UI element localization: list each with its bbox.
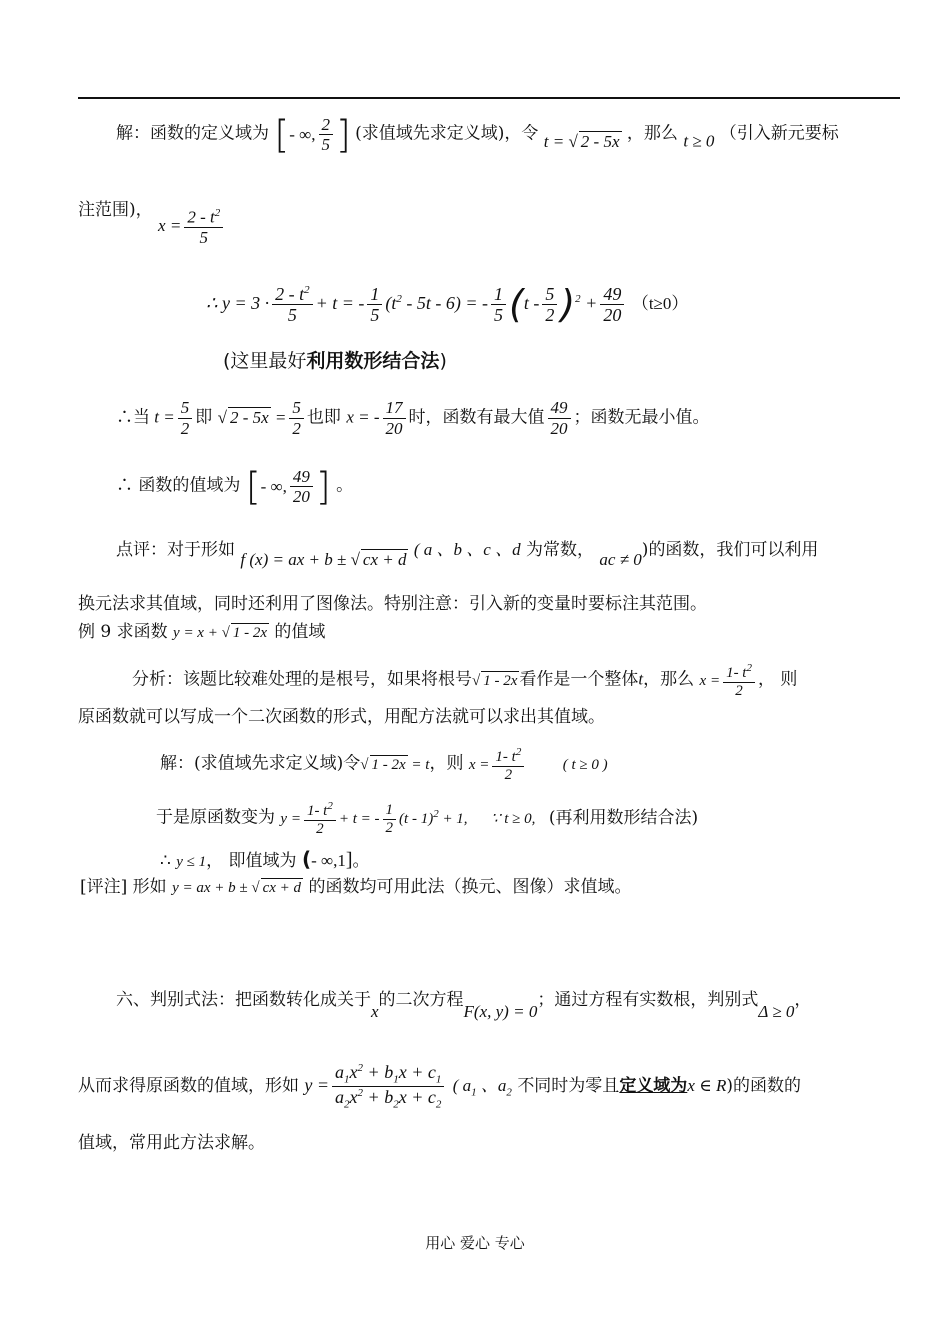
discriminant-line-1: 六、判别式法：把函数转化成关于x的二次方程F(x, y) = 0；通过方程有实数根，判别式Δ ≥ 0， [116,990,812,1021]
analysis-line-1: 分析：该题比较难处理的是根号，如果将根号√ 1 - 2x 看作是一个整体t，那么 x = $\frac{1- t^2}{2}$ ， 则 [132,662,798,700]
domain-interval: [- ∞, $\frac{2}{5}$ ] [274,112,351,156]
comment-line-1: 点评：对于形如 f (x) = ax + b ± √ cx + d ( a 、b 、c 、d 为常数， ac ≠ 0)的函数，我们可以利用 [116,540,819,569]
solution-line-2: 注范围)， x = $\frac{2 - t^2}{5}$ [78,200,226,247]
hint-line: (这里最好利用数形结合法) [223,350,447,372]
example-9-line: 例 9 求函数 y = x + √ 1 - 2x 的值域 [78,622,326,642]
max-value-line: ∴当 t = $\frac{5}{2}$ 即 √ 2 - 5x = $\frac{5}{2}$ 也即 x = - $\frac{17}{20}$ 时，函数有最大值 $\frac{49}{20}$ ；函数无最小值。 [116,398,710,438]
discriminant-line-2: 从而求得原函数的值域，形如 y = $\frac{a_1x^2 + b_1x + c_1}{a_2x^2 + b_2x + c_2}$ ( $a_1$ 、$a_2$ 不同时为零且定义域为x ∈ R)的函数的 [78,1062,801,1111]
range-line: ∴ 函数的值域为 [- ∞, $\frac{49}{20}$ ] 。 [116,464,354,508]
page-footer: 用心 爱心 专心 [425,1234,525,1252]
example-9-solution-1: 解：(求值域先求定义域)令√ 1 - 2x = t，则 x = $\frac{1- t^2}{2}$ ( t ≥ 0 ) [160,746,608,784]
solution-line-1: 解：函数的定义域为 [- ∞, $\frac{2}{5}$ ] (求值域先求定义域)，令 t = √ 2 - 5x ，那么 t ≥ 0 （引入新元要标 [116,112,839,156]
comment-line-2: 换元法求其值域，同时还利用了图像法。特别注意：引入新的变量时要标注其范围。 [78,594,707,614]
header-rule [78,97,900,99]
discriminant-line-3: 值域，常用此方法求解。 [78,1133,265,1153]
x-expression: x = $\frac{2 - t^2}{5}$ [158,216,226,235]
analysis-line-2: 原函数就可以写成一个二次函数的形式，用配方法就可以求出其值域。 [78,707,605,727]
substitution-expr: t = √ 2 - 5x [543,131,620,151]
review-line: [评注] 形如 y = ax + b ± √ cx + d 的函数均可用此法（换元、图像）求值域。 [80,877,632,897]
example-9-solution-3: ∴ y ≤ 1， 即值域为 (- ∞,1]。 [160,847,370,871]
example-9-solution-2: 于是原函数变为 y = $\frac{1- t^2}{2}$ + t = - $\frac{1}{2}$ (t - 1)$^2$ + 1, ∵ t ≥ 0, (再利用数形结合法) [156,800,699,838]
main-equation: ∴ y = 3 · $\frac{2 - t^2}{5}$ + t = - $\frac{1}{5}$ $(t^2 - 5t - 6)$ = - $\frac{1}{5}$ (t - $\frac{5}{2}$ )$^2$ + $\frac{49}{20}$ （t≥0） [206,282,689,326]
